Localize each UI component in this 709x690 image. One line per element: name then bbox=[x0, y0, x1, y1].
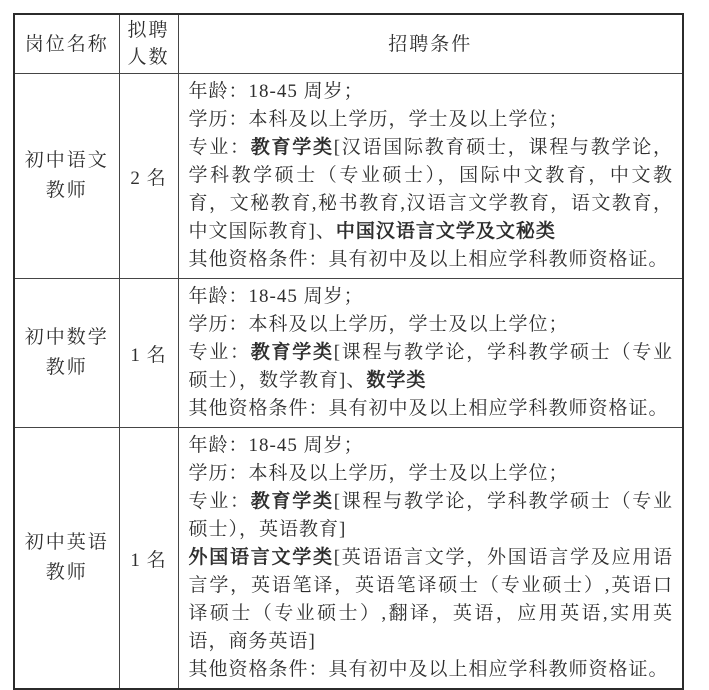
header-position: 岗位名称 bbox=[14, 14, 119, 74]
condition-line: 专业：教育学类[汉语国际教育硕士，课程与教学论，学科教学硕士（专业硕士），国际中文教育，中文教育，文秘教育,秘书教育,汉语言文学教育，语文教育，中文国际教育]、中国汉语言文学及文秘类 bbox=[188, 137, 673, 242]
condition-line: 年龄：18-45 周岁； bbox=[188, 286, 364, 307]
condition-line: 年龄：18-45 周岁； bbox=[188, 81, 364, 102]
condition-line: 其他资格条件：具有初中及以上相应学科教师资格证。 bbox=[188, 659, 669, 680]
condition-line: 学历：本科及以上学历，学士及以上学位； bbox=[188, 463, 569, 484]
condition-line: 其他资格条件：具有初中及以上相应学科教师资格证。 bbox=[188, 398, 669, 419]
conditions-cell bbox=[178, 428, 683, 690]
conditions-cell bbox=[178, 279, 683, 428]
recruitment-table bbox=[13, 13, 684, 690]
condition-line: 其他资格条件：具有初中及以上相应学科教师资格证。 bbox=[188, 249, 669, 270]
position-cell: 初中数学教师 bbox=[14, 279, 119, 428]
table-row bbox=[14, 428, 683, 690]
condition-line: 年龄：18-45 周岁； bbox=[188, 435, 364, 456]
headcount-cell: 2 名 bbox=[119, 74, 178, 279]
header-conditions: 招聘条件 bbox=[178, 14, 683, 74]
condition-line: 外国语言文学类[英语语言文学，外国语言学及应用语言学，英语笔译，英语笔译硕士（专业硕士）,英语口译硕士（专业硕士）,翻译，英语，应用英语,实用英语，商务英语] bbox=[188, 547, 673, 652]
table-row bbox=[14, 279, 683, 428]
headcount-cell: 1 名 bbox=[119, 279, 178, 428]
condition-line: 专业：教育学类[课程与教学论，学科教学硕士（专业硕士），数学教育]、数学类 bbox=[188, 342, 673, 391]
table-row bbox=[14, 74, 683, 279]
position-cell: 初中英语教师 bbox=[14, 428, 119, 690]
condition-line: 专业：教育学类[课程与教学论，学科教学硕士（专业硕士），英语教育] bbox=[188, 491, 673, 540]
header-headcount: 拟聘人数 bbox=[119, 14, 178, 74]
condition-line: 学历：本科及以上学历，学士及以上学位； bbox=[188, 109, 569, 130]
headcount-cell: 1 名 bbox=[119, 428, 178, 690]
condition-line: 学历：本科及以上学历，学士及以上学位； bbox=[188, 314, 569, 335]
table-body bbox=[14, 74, 683, 690]
conditions-cell bbox=[178, 74, 683, 279]
header-row bbox=[14, 14, 683, 74]
position-cell: 初中语文教师 bbox=[14, 74, 119, 279]
